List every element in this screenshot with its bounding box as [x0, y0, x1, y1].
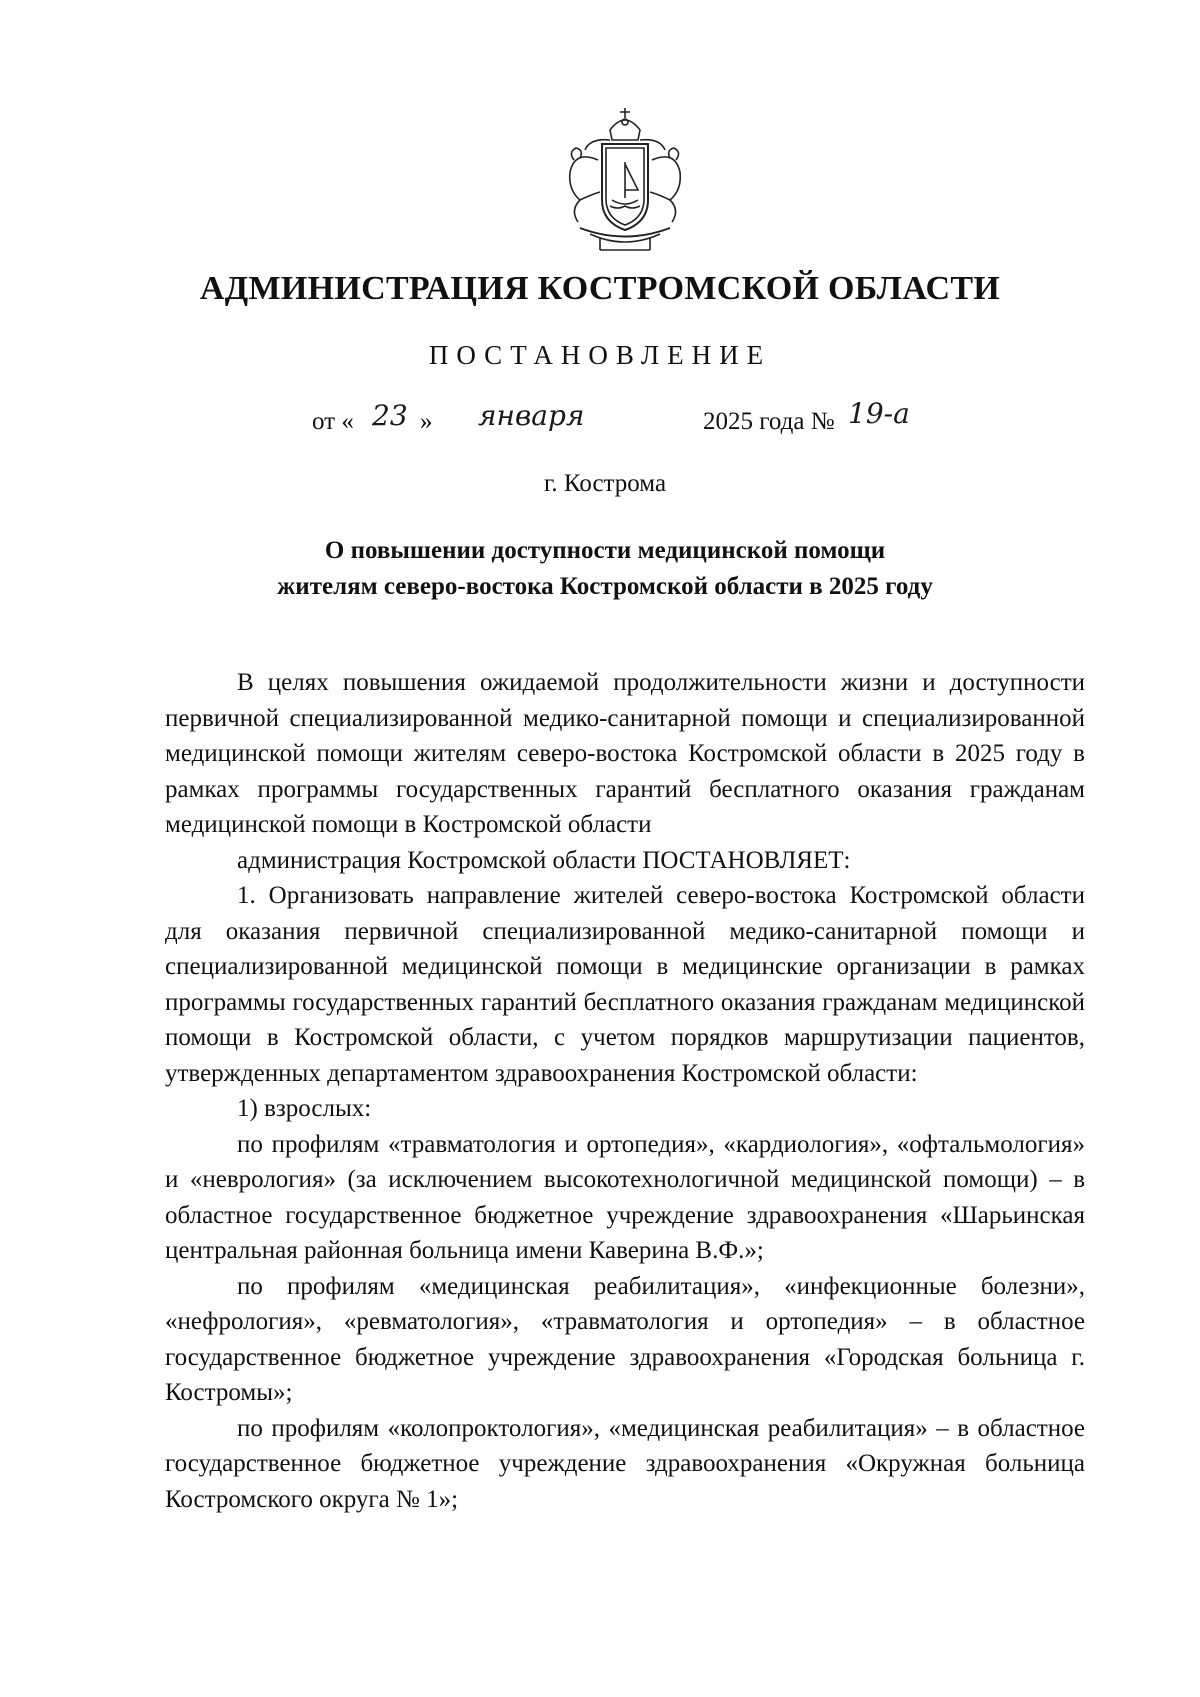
date-number-line	[0, 397, 1200, 445]
subject-line-2: жителям северо-востока Костромской области в 2025 году	[277, 573, 933, 600]
handwritten-month: января	[478, 399, 585, 432]
body-paragraph: В целях повышения ожидаемой продолжительности жизни и доступности первичной специализированной медико-санитарной помощи и специализированной медицинской помощи жителям северо-востока Костромской области в 2025 году в рамках программы государственных гарантий бесплатного оказания гражданам медицинской помощи в Костромской области	[165, 669, 1085, 838]
handwritten-day: 23	[372, 399, 408, 432]
year-and-number-label: 2025 года №	[703, 408, 835, 435]
document-subject	[0, 533, 1200, 605]
organization-title: АДМИНИСТРАЦИЯ КОСТРОМСКОЙ ОБЛАСТИ	[199, 270, 1001, 307]
body-paragraph: администрация Костромской области ПОСТАНОВЛЯЕТ:	[237, 846, 851, 874]
date-prefix: от «	[312, 408, 354, 435]
body-paragraph: по профилям «колопроктология», «медицинская реабилитация» – в областное государственное бюджетное учреждение здравоохранения «Окружная больница Костромского округа № 1»;	[165, 1414, 1085, 1513]
body-paragraph: по профилям «травматология и ортопедия», «кардиология», «офтальмология» и «неврология» (за исключением высокотехнологичной медицинской помощи) – в областное государственное бюджетное учреждение здравоохранения «Шарьинская центральная районная больница имени Каверина В.Ф.»;	[165, 1130, 1085, 1264]
handwritten-document-number: 19-а	[848, 397, 910, 430]
city-name: г. Кострома	[543, 470, 667, 497]
coat-of-arms-emblem	[540, 100, 710, 260]
date-close-quote: »	[420, 408, 433, 435]
document-body	[165, 665, 1085, 1517]
document-type-title: ПОСТАНОВЛЕНИЕ	[428, 340, 772, 370]
body-paragraph: 1) взрослых:	[237, 1095, 372, 1122]
body-paragraph: по профилям «медицинская реабилитация», «инфекционные болезни», «нефрология», «ревматология», «травматология и ортопедия» – в областное государственное бюджетное учреждение здравоохранения «Городская больница г. Костромы»;	[165, 1272, 1085, 1406]
subject-line-1: О повышении доступности медицинской помощи	[324, 537, 886, 564]
body-paragraph: 1. Организовать направление жителей северо-востока Костромской области для оказания первичной специализированной медико-санитарной помощи и специализированной медицинской помощи в медицинские организации в рамках программы государственных гарантий бесплатного оказания гражданам медицинской помощи в Костромской области, с учетом порядков маршрутизации пациентов, утвержденных департаментом здравоохранения Костромской области:	[165, 882, 1085, 1087]
